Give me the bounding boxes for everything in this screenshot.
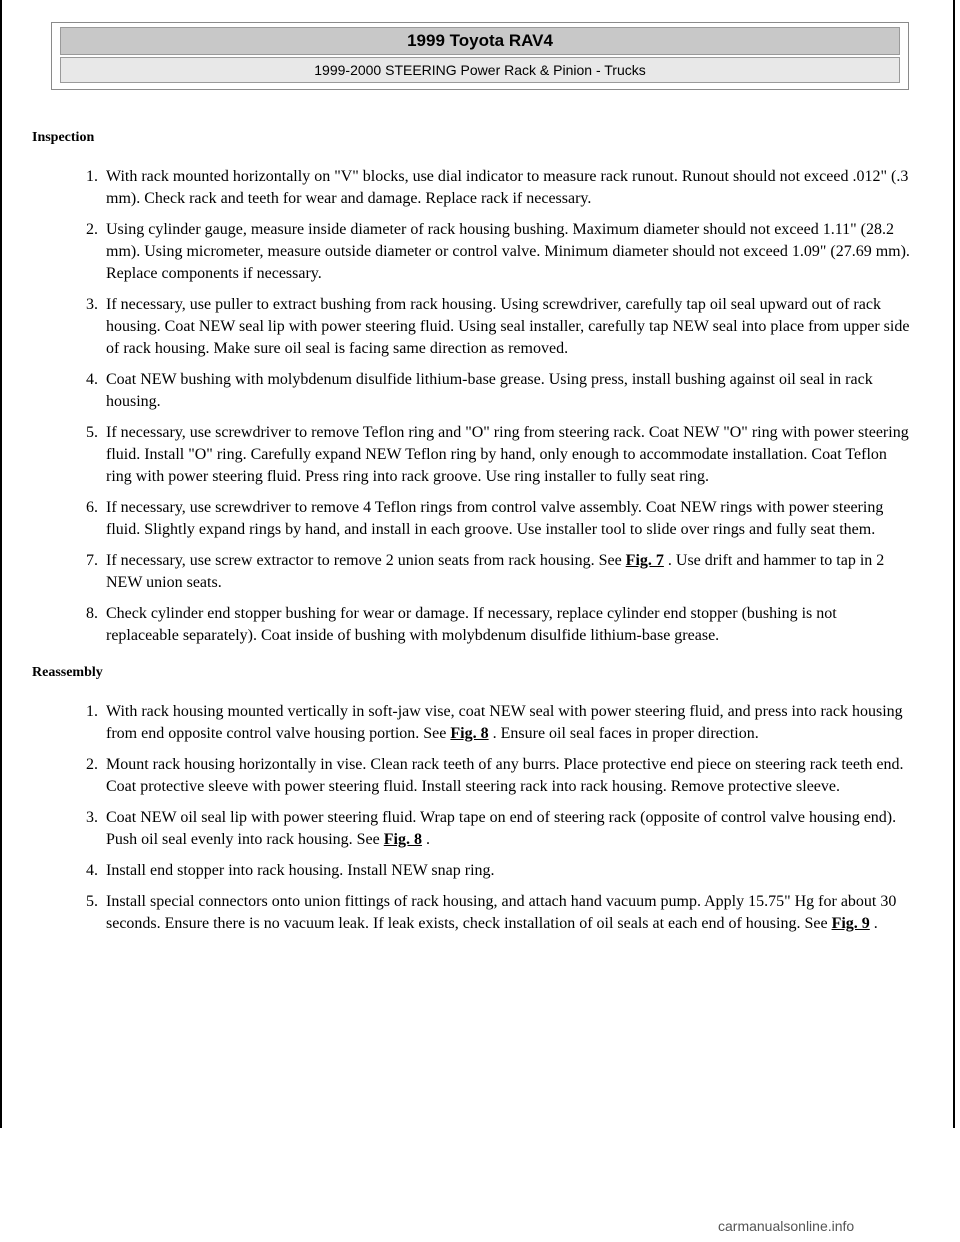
list-item: 5. Install special connectors onto union fittings of rack housing, and attach hand vacuum pump. Apply 15.75" Hg for about 30 seconds. Ensure there is no vacuum leak. If leak exists, check installation of oil seals at each end of housing. See Fig. 9 . [102, 891, 912, 935]
inspection-list [32, 166, 912, 647]
list-item: 6. If necessary, use screwdriver to remove 4 Teflon rings from control valve assembly. Coat NEW rings with power steering fluid. Slightly expand rings by hand, and install in each groove. Use installer tool to slide over rings and fully seat them. [102, 497, 912, 541]
watermark-text: carmanualsonline.info [718, 1218, 855, 1234]
list-item: 4. Coat NEW bushing with molybdenum disulfide lithium-base grease. Using press, install bushing against oil seal in rack housing. [102, 369, 912, 413]
list-item: 2. Mount rack housing horizontally in vise. Clean rack teeth of any burrs. Place protective end piece on steering rack teeth end. Coat protective sleeve with power steering fluid. Install steering rack into rack housing. Remove protective sleeve. [102, 754, 912, 798]
page-right-border [953, 0, 955, 1128]
document-header [51, 22, 909, 90]
reassembly-heading: Reassembly [32, 665, 103, 680]
page-left-border [0, 0, 2, 1128]
list-item: 4. Install end stopper into rack housing. Install NEW snap ring. [102, 860, 912, 882]
fig-8-link[interactable]: Fig. 8 [383, 831, 422, 848]
list-item: 1. With rack housing mounted vertically in soft-jaw vise, coat NEW seal with power steering fluid, and press into rack housing from end opposite control valve housing portion. See Fig. 8 . Ensure oil seal faces in proper direction. [102, 701, 912, 745]
reassembly-list [32, 701, 912, 935]
list-item: 2. Using cylinder gauge, measure inside diameter of rack housing bushing. Maximum diameter should not exceed 1.11" (28.2 mm). Using micrometer, measure outside diameter or control valve. Minimum diameter should not exceed 1.09" (27.69 mm). Replace components if necessary. [102, 219, 912, 285]
document-body [32, 116, 912, 953]
list-item: 5. If necessary, use screwdriver to remove Teflon ring and "O" ring from steering rack. Coat NEW "O" ring with power steering fluid. Install "O" ring. Carefully expand NEW Teflon ring by hand, only enough to accommodate installation. Coat Teflon ring with power steering fluid. Press ring into rack groove. Use ring installer to fully seat ring. [102, 422, 912, 488]
fig-7-link[interactable]: Fig. 7 [625, 552, 664, 569]
fig-9-link[interactable]: Fig. 9 [831, 915, 870, 932]
fig-8-link[interactable]: Fig. 8 [450, 725, 489, 742]
list-item: 3. If necessary, use puller to extract bushing from rack housing. Using screwdriver, carefully tap oil seal upward out of rack housing. Coat NEW seal lip with power steering fluid. Using seal installer, carefully tap NEW seal into place from upper side of rack housing. Make sure oil seal is facing same direction as removed. [102, 294, 912, 360]
inspection-heading: Inspection [32, 130, 95, 145]
list-item: 7. If necessary, use screw extractor to remove 2 union seats from rack housing. See Fig. 7 . Use drift and hammer to tap in 2 NEW union seats. [102, 550, 912, 594]
header-title: 1999 Toyota RAV4 [60, 27, 900, 55]
list-item: 3. Coat NEW oil seal lip with power steering fluid. Wrap tape on end of steering rack (opposite of control valve housing end). Push oil seal evenly into rack housing. See Fig. 8 . [102, 807, 912, 851]
header-subtitle: 1999-2000 STEERING Power Rack & Pinion - Trucks [60, 57, 900, 83]
list-item: 8. Check cylinder end stopper bushing for wear or damage. If necessary, replace cylinder end stopper (bushing is not replaceable separately). Coat inside of bushing with molybdenum disulfide lithium-base grease. [102, 603, 912, 647]
list-item: 1. With rack mounted horizontally on "V" blocks, use dial indicator to measure rack runout. Runout should not exceed .012" (.3 mm). Check rack and teeth for wear and damage. Replace rack if necessary. [102, 166, 912, 210]
